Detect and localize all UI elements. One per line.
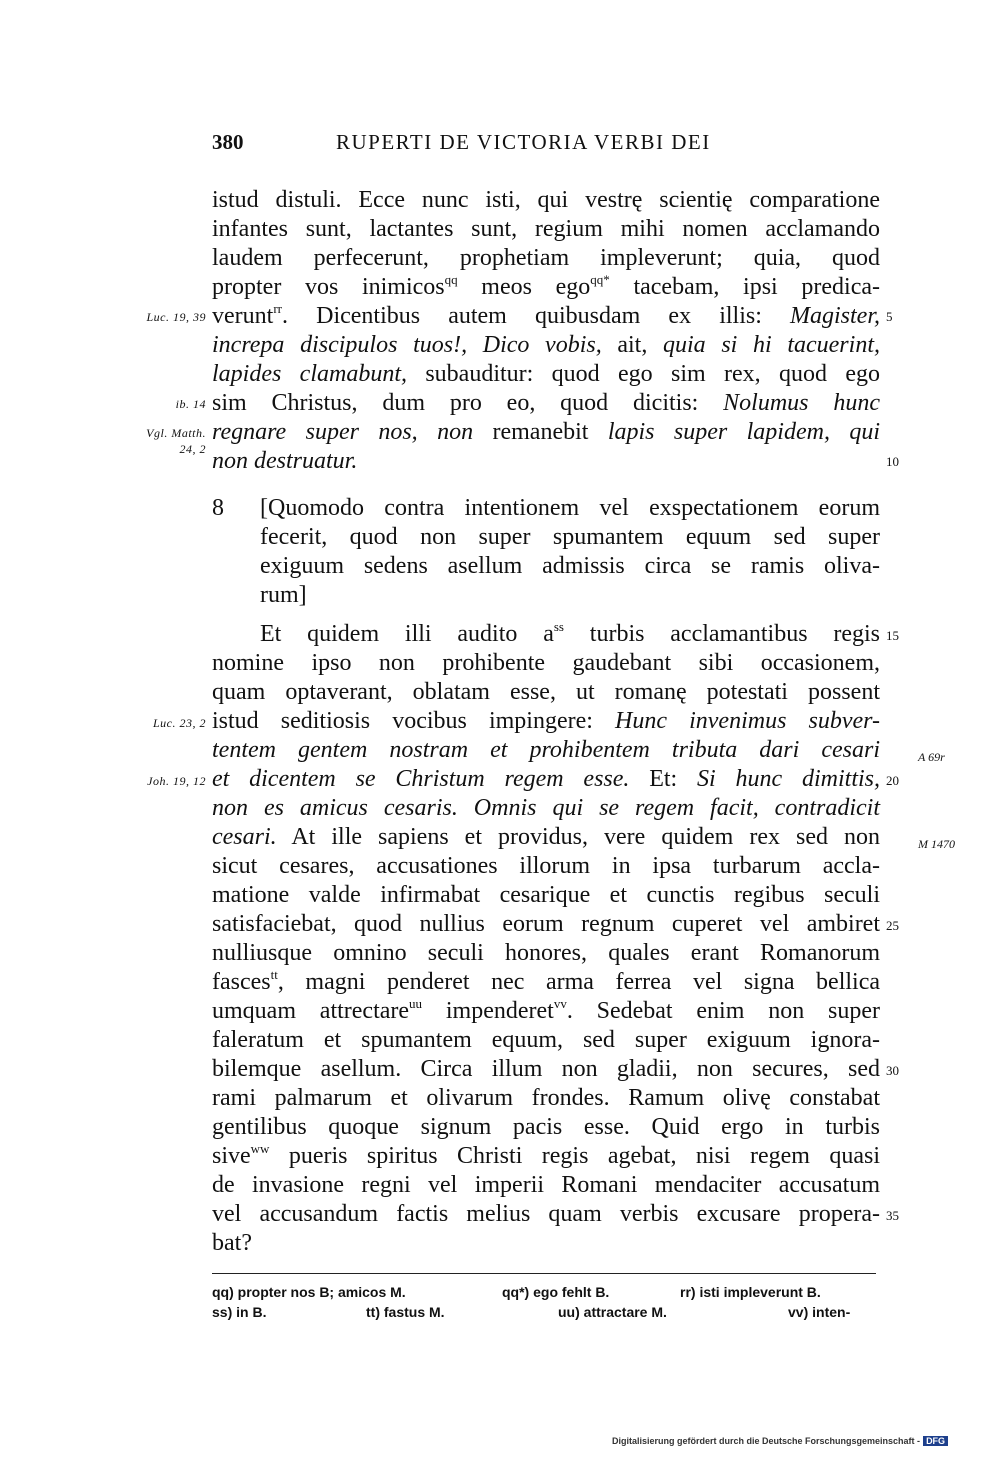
line-number: 5	[886, 309, 893, 324]
footnote-rule	[212, 1273, 876, 1274]
text-line: de invasione regni vel imperii Romani mendaciter accusatum	[212, 1172, 880, 1198]
heading-line: [Quomodo contra intentionem vel exspectationem eorum	[260, 495, 880, 521]
line-number: 30	[886, 1063, 899, 1078]
text-line: faleratum et spumantem equum, sed super exiguum ignora-	[212, 1027, 880, 1053]
dfg-logo-icon: DFG	[923, 1436, 948, 1446]
text-line: rami palmarum et olivarum frondes. Ramum olivę constabat	[212, 1085, 880, 1111]
footnote: qq*) ego fehlt B.	[502, 1284, 610, 1300]
margin-reference: Luc. 19, 39	[146, 310, 206, 324]
footnotes	[212, 1282, 880, 1322]
line-number: 20	[886, 773, 899, 788]
margin-reference: 24, 2	[179, 442, 206, 456]
text-line: satisfaciebat, quod nullius eorum regnum cuperet vel ambiret	[212, 911, 880, 937]
text-line: istud seditiosis vocibus impingere: Hunc invenimus subver-	[212, 708, 880, 734]
text-line: nomine ipso non prohibente gaudebant sibi occasionem,	[212, 650, 880, 676]
line-number: 25	[886, 918, 899, 933]
text-line: bat?	[212, 1230, 252, 1256]
text-line: sive$^{ww}$ pueris spiritus Christi regis agebat, nisi regem quasi	[212, 1141, 880, 1169]
text-block-2	[212, 620, 880, 1258]
text-line: Et quidem illi audito $a^{ss}$ turbis acclamantibus regis	[260, 619, 880, 647]
running-head	[212, 130, 882, 160]
chapter-heading	[212, 494, 880, 610]
text-line: non es amicus cesaris. Omnis qui se regem facit, contradicit	[212, 795, 880, 821]
chapter-number: 8	[212, 495, 224, 521]
text-line: sicut cesares, accusationes illorum in ipsa turbarum accla-	[212, 853, 880, 879]
margin-reference: ib. 14	[175, 397, 206, 411]
page-number: 380	[212, 130, 244, 154]
text-line: bilemque asellum. Circa illum non gladii, non secures, sed	[212, 1056, 880, 1082]
heading-line: rum]	[260, 582, 307, 608]
text-block-1	[212, 186, 880, 476]
line-number: 10	[886, 454, 899, 469]
footnote: vv) inten-	[788, 1304, 851, 1320]
heading-line: exiguum sedens asellum admissis circa se ramis oliva-	[260, 553, 880, 579]
text-line: regnare super nos, non remanebit lapis super lapidem, qui	[212, 419, 881, 445]
text-line: infantes sunt, lactantes sunt, regium mihi nomen acclamando	[212, 216, 880, 242]
text-line: verunt$^{rr}$. Dicentibus autem quibusdam ex illis: Magister,	[212, 301, 880, 329]
margin-reference: Joh. 19, 12	[147, 774, 206, 788]
text-line: lapides clamabunt, subauditur: quod ego sim rex, quod ego	[212, 361, 880, 387]
heading-line: fecerit, quod non super spumantem equum sed super	[260, 524, 880, 550]
text-line: nulliusque omnino seculi honores, quales erant Romanorum	[212, 940, 880, 966]
digitization-credit: Digitalisierung gefördert durch die Deutsche Forschungsgemeinschaft - DFG	[612, 1436, 948, 1446]
footnote: uu) attractare M.	[558, 1304, 667, 1320]
text-line: propter vos inimicos$^{qq}$ meos ego$^{qq*}$ tacebam, ipsi predica-	[212, 272, 881, 300]
footnote: ss) in B.	[212, 1304, 267, 1320]
text-line: matione valde infirmabat cesarique et cunctis regibus seculi	[212, 882, 880, 908]
margin-reference: Vgl. Matth.	[146, 426, 206, 440]
line-number: 15	[886, 628, 899, 643]
text-line: gentilibus quoque signum pacis esse. Quid ergo in turbis	[212, 1114, 880, 1140]
text-line: et dicentem se Christum regem esse. Et: Si hunc dimittis,	[212, 766, 880, 792]
text-line: quam optaverant, oblatam esse, ut romanę potestati possent	[212, 679, 880, 705]
text-line: non destruatur.	[212, 448, 358, 474]
text-line: vel accusandum factis melius quam verbis excusare propera-	[212, 1201, 880, 1227]
footnote: rr) isti impleverunt B.	[680, 1284, 821, 1300]
line-number: 35	[886, 1208, 899, 1223]
folio-mark: A 69r	[918, 750, 945, 764]
margin-reference: Luc. 23, 2	[153, 716, 206, 730]
text-line: cesari. At ille sapiens et providus, vere quidem rex sed non	[212, 824, 880, 850]
text-line: istud distuli. Ecce nunc isti, qui vestrę scientię comparatione	[212, 187, 880, 213]
text-line: sim Christus, dum pro eo, quod dicitis: Nolumus hunc	[212, 390, 881, 416]
footnote: qq) propter nos B; amicos M.	[212, 1284, 406, 1300]
text-line: fasces$^{tt}$, magni penderet nec arma ferrea vel signa bellica	[212, 967, 880, 995]
text-line: tentem gentem nostram et prohibentem tributa dari cesari	[212, 737, 880, 763]
text-line: laudem perfecerunt, prophetiam impleverunt; quia, quod	[212, 245, 880, 271]
running-title: RUPERTI DE VICTORIA VERBI DEI	[336, 130, 711, 154]
folio-mark: M 1470	[918, 837, 955, 851]
footnote: tt) fastus M.	[366, 1304, 445, 1320]
text-line: increpa discipulos tuos!, Dico vobis, ait, quia si hi tacuerint,	[212, 332, 880, 358]
text-line: umquam attrectare$^{uu}$ impenderet$^{vv}$. Sedebat enim non super	[212, 996, 880, 1024]
